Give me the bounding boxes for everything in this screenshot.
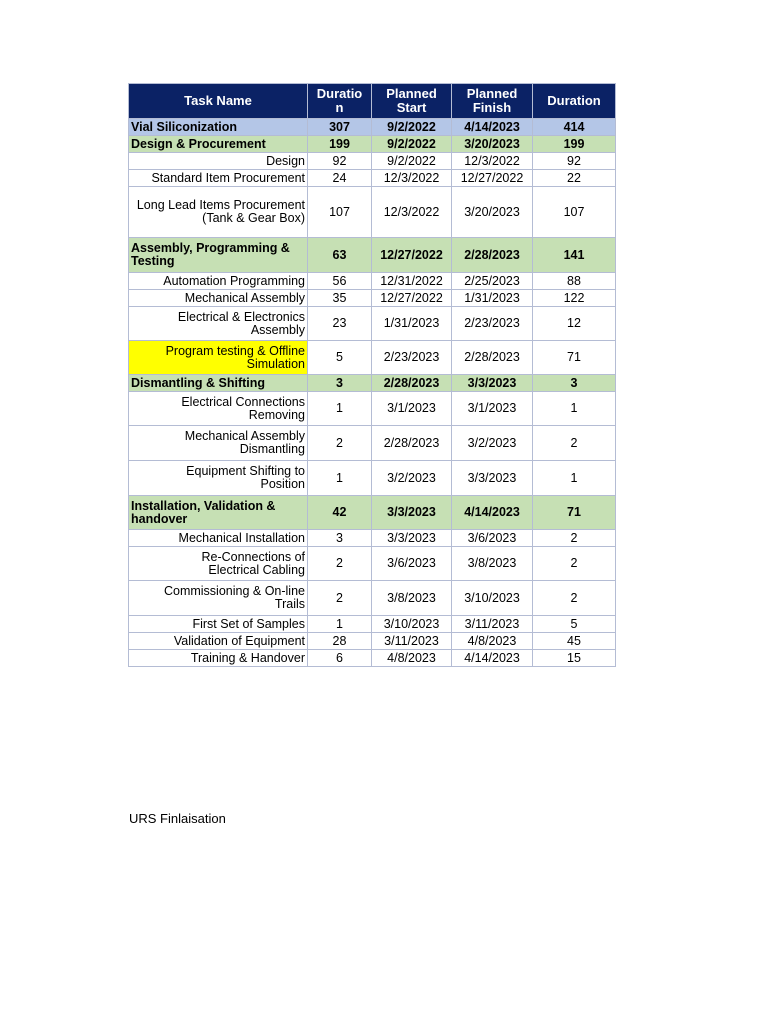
task-name-line: Long Lead Items Procurement [136, 198, 305, 212]
planned-finish-cell: 3/11/2023 [452, 616, 533, 633]
task-name-line: Electrical Connections [181, 394, 305, 409]
task-name-line: Installation, Validation & [131, 498, 276, 513]
duration-cell: 92 [308, 153, 372, 170]
table-row [129, 633, 616, 650]
header-planned-start [372, 84, 452, 119]
task-name-cell [129, 307, 308, 341]
planned-finish-cell: 3/2/2023 [452, 426, 533, 461]
task-name-line: Assembly, Programming & [131, 241, 290, 255]
table-row [129, 496, 616, 530]
task-name-cell [129, 461, 308, 496]
planned-start-cell: 9/2/2022 [372, 136, 452, 153]
header-task-name [129, 84, 308, 119]
table-row [129, 341, 616, 375]
task-name-line: Program testing & Offline [165, 343, 305, 358]
planned-start-cell: 3/1/2023 [372, 392, 452, 426]
duration-cell: 3 [308, 375, 372, 392]
task-name-line: Trails [274, 597, 305, 611]
planned-finish-cell: 1/31/2023 [452, 290, 533, 307]
table-row [129, 307, 616, 341]
duration-actual-cell: 15 [533, 650, 616, 667]
planned-finish-cell: 3/1/2023 [452, 392, 533, 426]
planned-finish-cell: 4/14/2023 [452, 650, 533, 667]
task-name-line: Dismantling [239, 442, 305, 456]
planned-finish-cell: 3/3/2023 [452, 461, 533, 496]
table-row [129, 650, 616, 667]
duration-actual-cell: 71 [533, 496, 616, 530]
task-name-line: Mechanical Installation [178, 530, 305, 545]
task-name-cell [129, 290, 308, 307]
table-row [129, 530, 616, 547]
task-name-line: Vial Siliconization [131, 119, 238, 134]
task-name-cell [129, 119, 308, 136]
planned-start-cell: 12/3/2022 [372, 187, 452, 238]
task-name-line: Electrical & Electronics [177, 309, 305, 324]
task-name-line: Validation of Equipment [173, 633, 305, 648]
planned-start-cell: 2/23/2023 [372, 341, 452, 375]
task-name-cell [129, 273, 308, 290]
duration-cell: 35 [308, 290, 372, 307]
planned-start-cell: 9/2/2022 [372, 153, 452, 170]
task-name-line: Electrical Cabling [208, 562, 305, 577]
planned-start-cell: 2/28/2023 [372, 426, 452, 461]
duration-actual-cell: 2 [533, 426, 616, 461]
planned-start-cell: 12/31/2022 [372, 273, 452, 290]
table-row [129, 461, 616, 496]
task-name-line: Testing [131, 254, 175, 268]
task-name-cell [129, 633, 308, 650]
table-row [129, 153, 616, 170]
table-row [129, 136, 616, 153]
duration-actual-cell: 199 [533, 136, 616, 153]
duration-actual-cell: 122 [533, 290, 616, 307]
task-name-cell [129, 136, 308, 153]
planned-finish-cell: 4/14/2023 [452, 119, 533, 136]
planned-finish-cell: 2/28/2023 [452, 238, 533, 273]
task-name-cell [129, 341, 308, 375]
header-duration-actual [533, 84, 616, 119]
planned-start-cell: 3/11/2023 [372, 633, 452, 650]
table-row [129, 426, 616, 461]
header-planned-finish [452, 84, 533, 119]
task-name-cell [129, 581, 308, 616]
task-name-cell [129, 375, 308, 392]
duration-actual-cell: 45 [533, 633, 616, 650]
header-planned-start-line: Planned [386, 86, 437, 101]
planned-finish-cell: 3/6/2023 [452, 530, 533, 547]
table-body [129, 119, 616, 667]
task-name-line: Position [260, 477, 305, 491]
header-task-name-line: Task Name [184, 93, 252, 108]
task-name-line: Re-Connections of [201, 549, 305, 564]
task-name-cell [129, 238, 308, 273]
duration-cell: 42 [308, 496, 372, 530]
task-name-cell [129, 547, 308, 581]
task-name-line: Standard Item Procurement [151, 170, 305, 185]
duration-cell: 28 [308, 633, 372, 650]
task-name-line: Equipment Shifting to [186, 464, 305, 478]
planned-start-cell: 1/31/2023 [372, 307, 452, 341]
duration-cell: 56 [308, 273, 372, 290]
planned-start-cell: 3/2/2023 [372, 461, 452, 496]
task-name-cell [129, 496, 308, 530]
task-name-cell [129, 153, 308, 170]
planned-finish-cell: 12/27/2022 [452, 170, 533, 187]
planned-finish-cell: 3/3/2023 [452, 375, 533, 392]
task-name-line: Design & Procurement [131, 136, 266, 151]
header-duration-line: n [335, 100, 344, 115]
planned-start-cell: 2/28/2023 [372, 375, 452, 392]
task-name-line: Training & Handover [190, 650, 305, 665]
planned-start-cell: 12/27/2022 [372, 238, 452, 273]
duration-cell: 24 [308, 170, 372, 187]
planned-finish-cell: 2/23/2023 [452, 307, 533, 341]
duration-cell: 107 [308, 187, 372, 238]
duration-cell: 2 [308, 581, 372, 616]
planned-start-cell: 3/8/2023 [372, 581, 452, 616]
duration-actual-cell: 71 [533, 341, 616, 375]
task-name-line: (Tank & Gear Box) [202, 211, 305, 225]
task-name-line: Simulation [246, 356, 305, 371]
planned-start-cell: 3/10/2023 [372, 616, 452, 633]
task-name-cell [129, 426, 308, 461]
table-row [129, 547, 616, 581]
duration-actual-cell: 92 [533, 153, 616, 170]
task-name-line: Commissioning & On-line [163, 584, 305, 598]
table-row [129, 238, 616, 273]
planned-finish-cell: 2/25/2023 [452, 273, 533, 290]
task-name-line: Assembly [250, 322, 305, 337]
duration-cell: 307 [308, 119, 372, 136]
header-duration [308, 84, 372, 119]
duration-cell: 199 [308, 136, 372, 153]
duration-cell: 63 [308, 238, 372, 273]
duration-cell: 23 [308, 307, 372, 341]
task-name-cell [129, 650, 308, 667]
duration-actual-cell: 1 [533, 392, 616, 426]
duration-actual-cell: 414 [533, 119, 616, 136]
task-name-cell [129, 616, 308, 633]
task-name-line: Dismantling & Shifting [131, 375, 266, 390]
task-name-line: Automation Programming [163, 273, 305, 288]
task-name-line: handover [131, 511, 188, 526]
planned-finish-cell: 3/20/2023 [452, 187, 533, 238]
planned-finish-cell: 3/20/2023 [452, 136, 533, 153]
duration-cell: 5 [308, 341, 372, 375]
duration-actual-cell: 2 [533, 581, 616, 616]
planned-start-cell: 12/3/2022 [372, 170, 452, 187]
planned-start-cell: 9/2/2022 [372, 119, 452, 136]
header-planned-finish-line: Finish [472, 100, 512, 115]
task-name-cell [129, 187, 308, 238]
duration-cell: 1 [308, 392, 372, 426]
duration-actual-cell: 5 [533, 616, 616, 633]
planned-start-cell: 3/3/2023 [372, 496, 452, 530]
duration-actual-cell: 3 [533, 375, 616, 392]
task-name-cell [129, 170, 308, 187]
duration-cell: 2 [308, 547, 372, 581]
task-name-line: Mechanical Assembly [184, 290, 305, 305]
duration-cell: 2 [308, 426, 372, 461]
duration-cell: 6 [308, 650, 372, 667]
planned-start-cell: 4/8/2023 [372, 650, 452, 667]
table-row [129, 119, 616, 136]
task-name-line: Mechanical Assembly [184, 429, 305, 443]
header-planned-finish-line: Planned [466, 86, 518, 101]
duration-actual-cell: 2 [533, 547, 616, 581]
duration-actual-cell: 88 [533, 273, 616, 290]
header-duration-line: Duratio [316, 86, 363, 101]
task-name-line: Removing [248, 407, 305, 422]
task-name-line: First Set of Samples [192, 616, 305, 631]
table-row [129, 375, 616, 392]
table-row [129, 290, 616, 307]
table-row [129, 187, 616, 238]
table-row [129, 581, 616, 616]
table-row [129, 616, 616, 633]
header-planned-start-line: Start [396, 100, 427, 115]
duration-actual-cell: 22 [533, 170, 616, 187]
planned-start-cell: 3/3/2023 [372, 530, 452, 547]
table-row [129, 392, 616, 426]
planned-finish-cell: 3/8/2023 [452, 547, 533, 581]
table-row [129, 273, 616, 290]
planned-finish-cell: 4/14/2023 [452, 496, 533, 530]
duration-cell: 3 [308, 530, 372, 547]
planned-finish-cell: 3/10/2023 [452, 581, 533, 616]
duration-cell: 1 [308, 461, 372, 496]
duration-actual-cell: 2 [533, 530, 616, 547]
header-duration-actual-line: Duration [547, 93, 601, 108]
schedule-table [128, 83, 616, 667]
task-name-cell [129, 530, 308, 547]
task-name-cell [129, 392, 308, 426]
duration-actual-cell: 107 [533, 187, 616, 238]
planned-start-cell: 12/27/2022 [372, 290, 452, 307]
task-name-line: Design [266, 153, 305, 168]
duration-actual-cell: 1 [533, 461, 616, 496]
planned-start-cell: 3/6/2023 [372, 547, 452, 581]
planned-finish-cell: 4/8/2023 [452, 633, 533, 650]
planned-finish-cell: 12/3/2022 [452, 153, 533, 170]
duration-actual-cell: 141 [533, 238, 616, 273]
header-row [129, 84, 616, 119]
duration-cell: 1 [308, 616, 372, 633]
duration-actual-cell: 12 [533, 307, 616, 341]
table-row [129, 170, 616, 187]
footer-text: URS Finlaisation [129, 811, 226, 826]
planned-finish-cell: 2/28/2023 [452, 341, 533, 375]
